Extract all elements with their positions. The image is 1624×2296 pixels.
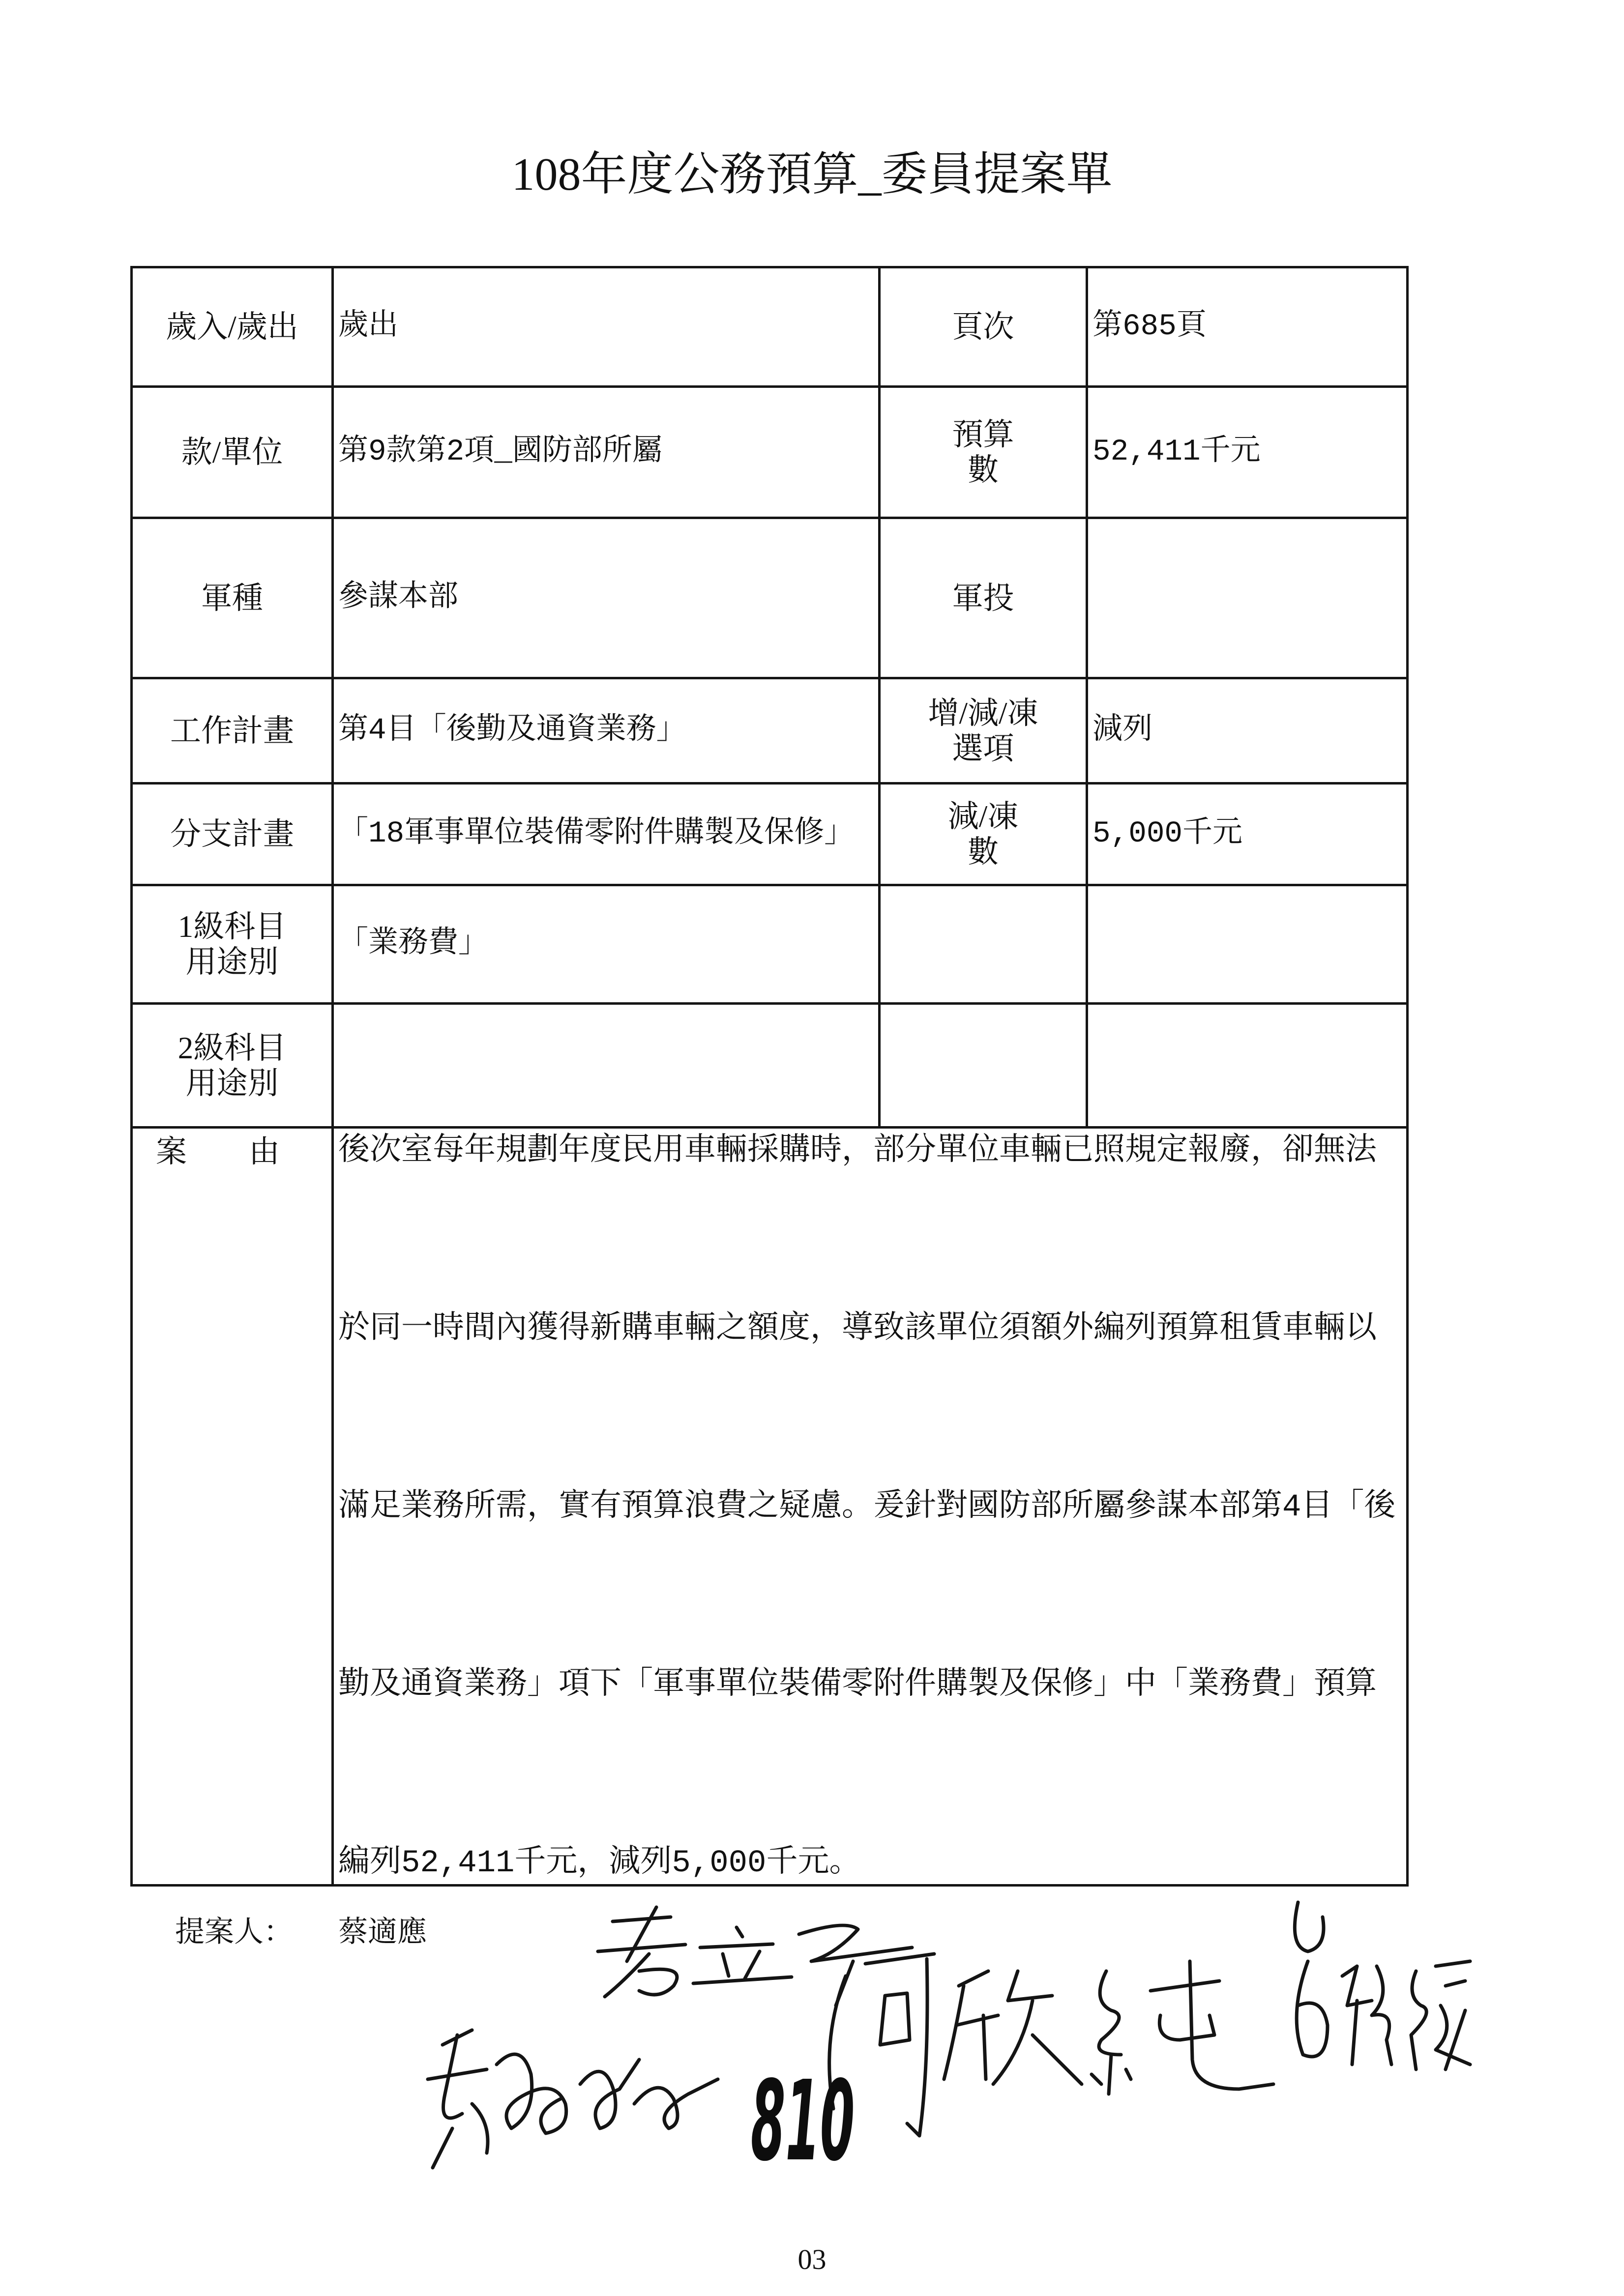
- label-text: 軍投: [952, 581, 1014, 615]
- label-sub-plan: [133, 785, 331, 884]
- label-work-plan: [133, 679, 331, 782]
- label-revenue-expenditure: [133, 268, 331, 385]
- proposer-label: 提案人：: [175, 1916, 293, 1948]
- value-text: 第9款第2項_國防部所屬: [338, 435, 662, 469]
- label-budget-amount: [881, 388, 1086, 517]
- label-text: 軍種: [201, 581, 263, 615]
- signature-2: [428, 2030, 718, 2168]
- document-title: 108年度公務預算_委員提案單: [511, 149, 1113, 200]
- value-page-ref: [1088, 268, 1406, 385]
- label-text: 款/單位: [181, 435, 283, 469]
- reason-text-block: [334, 1129, 1406, 1884]
- value-text: 減列: [1093, 713, 1153, 748]
- value-military-investment-empty: [1088, 519, 1406, 677]
- label-line: 1級科目: [177, 909, 287, 944]
- label-level2-subject: [133, 1005, 331, 1126]
- empty-cell: [1088, 886, 1406, 1002]
- label-text: 分支計畫: [170, 817, 294, 851]
- label-line: 減/凍: [947, 799, 1019, 834]
- label-service-branch: [133, 519, 331, 677]
- label-line: 2級科目: [177, 1030, 287, 1065]
- value-text: 「業務費」: [338, 927, 489, 961]
- reason-line: 勤及通資業務」項下「軍事單位裝備零附件購製及保修」中「業務費」預算: [338, 1668, 1377, 1703]
- value-work-plan: [334, 679, 878, 782]
- empty-cell: [881, 1005, 1086, 1126]
- value-level1-subject: [334, 886, 878, 1002]
- value-adjust-option: [1088, 679, 1406, 782]
- value-level2-subject-empty: [334, 1005, 878, 1126]
- reason-line: 編列52,411千元，減列5,000千元。: [338, 1846, 861, 1881]
- label-reason: 案 由: [133, 1129, 331, 1884]
- label-military-investment: [881, 519, 1086, 677]
- value-text: 52,411千元: [1093, 435, 1261, 469]
- value-text: 第4目「後勤及通資業務」: [338, 713, 686, 748]
- proposal-form-table: [130, 266, 1409, 1887]
- proposer-name: 蔡適應: [338, 1916, 427, 1948]
- label-line: 數: [968, 835, 999, 869]
- value-text: 歲出: [338, 310, 399, 344]
- label-adjust-option: [881, 679, 1086, 782]
- signature-4: [1295, 1902, 1470, 2069]
- label-text: 歲入/歲出: [166, 310, 298, 344]
- value-text: 參謀本部: [338, 581, 459, 615]
- value-text: 5,000千元: [1093, 817, 1243, 851]
- value-cut-amount: [1088, 785, 1406, 884]
- label-line: 用途別: [185, 1066, 279, 1101]
- label-line: 預算: [952, 417, 1014, 452]
- handwritten-number: 810: [751, 2057, 855, 2186]
- empty-cell: [881, 886, 1086, 1002]
- value-revenue-expenditure: [334, 268, 878, 385]
- signature-3: [829, 1954, 1273, 2136]
- reason-line: 後次室每年規劃年度民用車輛採購時，部分單位車輛已照規定報廢，卻無法: [338, 1134, 1377, 1169]
- value-budget-amount: [1088, 388, 1406, 517]
- label-text: 工作計畫: [170, 713, 294, 748]
- label-line: 用途別: [185, 945, 279, 979]
- page-number: 03: [797, 2243, 827, 2275]
- label-cut-amount: [881, 785, 1086, 884]
- value-sub-plan: [334, 785, 878, 884]
- reason-line: 於同一時間內獲得新購車輛之額度，導致該單位須額外編列預算租賃車輛以: [338, 1312, 1377, 1347]
- label-level1-subject: [133, 886, 331, 1002]
- value-service-branch: [334, 519, 878, 677]
- reason-line: 滿足業務所需，實有預算浪費之疑慮。爰針對國防部所屬參謀本部第4目「後: [338, 1490, 1396, 1525]
- value-section-unit: [334, 388, 878, 517]
- label-section-unit: [133, 388, 331, 517]
- label-line: 選項: [952, 731, 1014, 766]
- label-text: 頁次: [952, 310, 1014, 344]
- value-text: 「18軍事單位裝備零附件購製及保修」: [338, 817, 855, 851]
- label-line: 增/減/凍: [928, 696, 1038, 730]
- signature-1: [598, 1907, 912, 1997]
- label-page-ref: [881, 268, 1086, 385]
- value-text: 第685頁: [1093, 310, 1207, 344]
- empty-cell: [1088, 1005, 1406, 1126]
- label-line: 數: [968, 453, 999, 487]
